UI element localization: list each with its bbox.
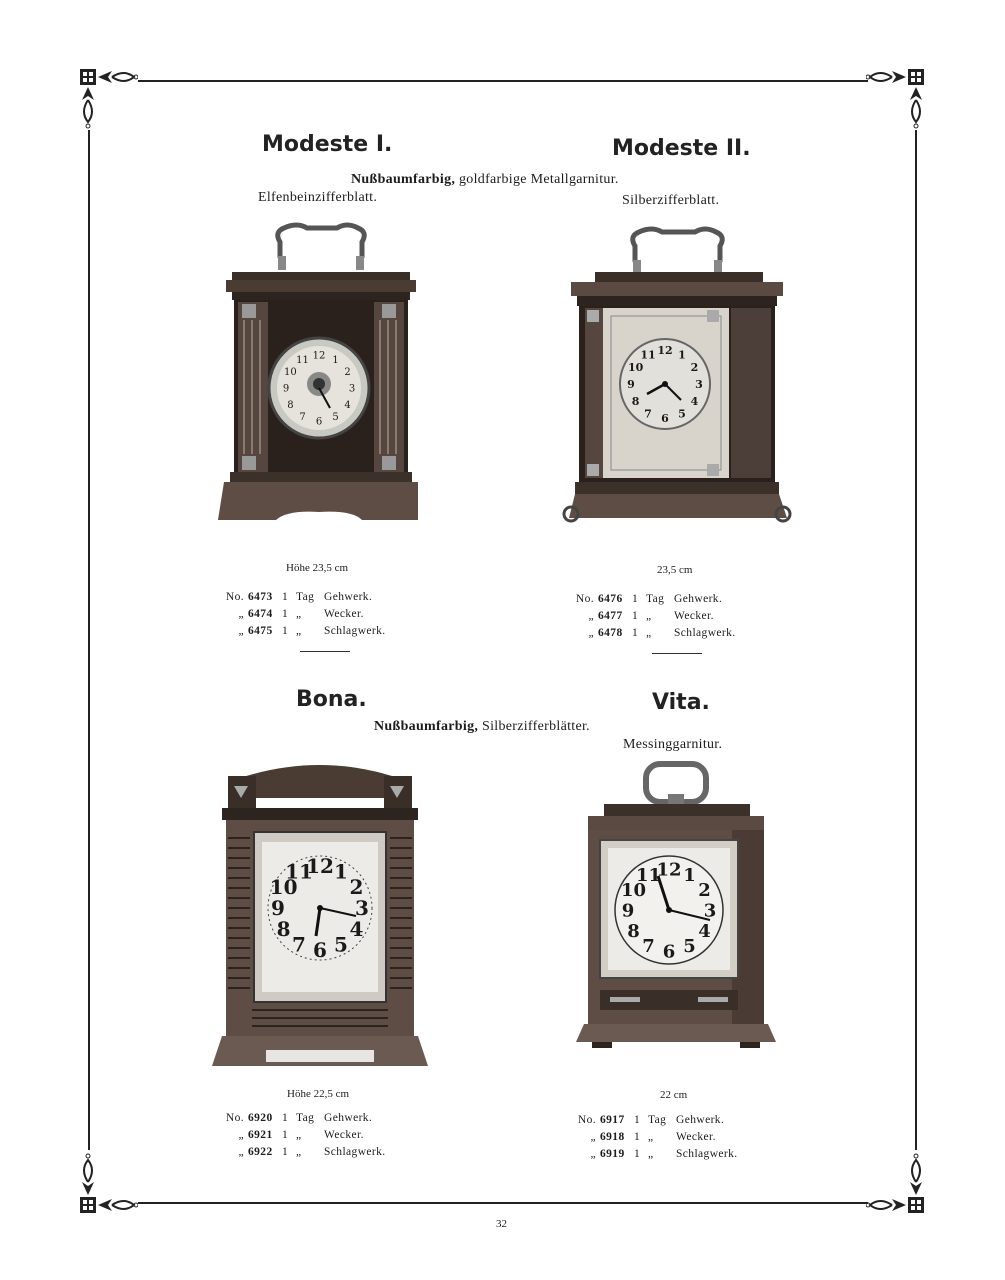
dial-numeral: 3 [355,896,369,920]
dial-numeral: 1 [332,354,339,366]
title-modeste-1: Modeste I. [262,132,393,157]
dial-numeral: 1 [334,859,348,884]
dial-numeral: 7 [642,935,655,957]
order-row: „ 6477 1 „ Wecker. [588,610,714,622]
top-material-bold: Nußbaumfarbig, [351,172,456,187]
dial-numeral: 11 [635,864,662,886]
dial-numeral: 4 [690,394,699,408]
bottom-right-height: 22 cm [660,1089,688,1101]
dial-numeral: 1 [678,348,686,362]
dial-numeral: 3 [695,377,703,391]
order-row: „ 6475 1 „ Schlagwerk. [238,625,386,637]
dial-numeral: 9 [271,896,285,920]
dial-numeral: 6 [661,411,669,425]
top-material-line [351,172,619,188]
corner-ornament-top-right [866,66,926,136]
dial-numeral: 5 [683,935,696,957]
clock-bona-image [208,758,433,1070]
frame-right-line [915,130,917,1150]
dial-numeral: 7 [299,412,306,424]
dial-numeral: 3 [703,900,717,922]
clock-modeste-1-image [212,220,427,525]
title-modeste-2: Modeste II. [612,136,751,161]
dial-numeral: 8 [627,920,640,942]
dial-numeral: 10 [627,360,644,374]
top-left-height: Höhe 23,5 cm [286,562,349,574]
dial-numeral: 5 [334,932,348,957]
dial-numeral: 12 [656,859,682,881]
title-bona: Bona. [296,687,367,712]
dial-numeral: 3 [348,383,356,395]
corner-ornament-top-left [78,66,138,136]
dial-numeral: 9 [621,900,635,922]
corner-ornament-bottom-right [866,1146,926,1216]
bottom-material-rest: Silberzifferblätter. [481,719,590,734]
title-vita: Vita. [652,690,710,715]
dial-numeral: 6 [313,938,327,962]
top-right-height: 23,5 cm [657,564,693,576]
dial-numeral: 10 [620,879,647,901]
dial-numeral: 6 [662,941,676,963]
dial-numeral: 7 [644,407,652,421]
dial-numeral: 11 [285,859,313,884]
dial-numeral: 8 [631,394,640,408]
dial-numeral: 11 [640,348,656,362]
dial-numeral: 10 [269,875,298,899]
bottom-right-fittings: Messinggarnitur. [623,737,723,752]
dial-numeral: 9 [627,377,635,391]
dial-numeral: 8 [287,400,294,411]
top-material-rest: goldfarbige Metallgarnitur. [458,172,619,187]
dial-numeral: 11 [296,354,309,366]
order-list-vita [574,1112,738,1163]
frame-left-line [88,130,90,1150]
order-row: No. 6917 1 Tag Gehwerk. [577,1114,725,1126]
dial-numeral: 5 [332,412,339,424]
order-list-bona [222,1110,386,1161]
dial-numeral: 6 [315,416,323,428]
order-list-modeste-2 [572,591,736,642]
divider-top-left [300,651,350,652]
dial-numeral: 12 [657,343,673,357]
dial-numeral: 7 [292,932,306,957]
clock-vita-image [570,760,780,1050]
page-number: 32 [496,1218,507,1230]
order-row: No. 6920 1 Tag Gehwerk. [225,1112,373,1124]
bottom-left-height: Höhe 22,5 cm [287,1088,350,1100]
dial-numeral: 4 [698,920,711,942]
bottom-material-bold: Nußbaumfarbig, [374,719,479,734]
order-list-modeste-1 [222,589,386,640]
dial-numeral: 1 [683,864,696,886]
order-row: „ 6921 1 „ Wecker. [238,1129,364,1141]
dial-numeral: 10 [284,367,297,378]
dial-numeral: 12 [306,854,334,878]
order-row: No. 6476 1 Tag Gehwerk. [575,593,723,605]
order-row: No. 6473 1 Tag Gehwerk. [225,591,373,603]
order-row: „ 6922 1 „ Schlagwerk. [238,1146,386,1158]
frame-top-line [138,80,868,82]
dial-numeral: 8 [276,917,291,941]
order-row: „ 6474 1 „ Wecker. [238,608,364,620]
clock-modeste-2-image [555,222,800,527]
dial-numeral: 2 [344,367,351,378]
dial-numeral: 4 [349,917,364,941]
dial-numeral: 5 [678,407,686,421]
top-right-dial: Silberzifferblatt. [622,193,720,208]
order-row: „ 6478 1 „ Schlagwerk. [588,627,736,639]
dial-numeral: 9 [282,383,290,395]
divider-top-right [652,653,702,654]
bottom-material-line [374,719,590,735]
dial-numeral: 2 [698,879,711,901]
corner-ornament-bottom-left [78,1146,138,1216]
top-left-dial: Elfenbeinzifferblatt. [258,190,378,205]
dial-numeral: 12 [312,350,326,362]
order-row: „ 6918 1 „ Wecker. [590,1131,716,1143]
order-row: „ 6919 1 „ Schlagwerk. [590,1148,738,1160]
dial-numeral: 2 [349,875,364,899]
dial-numeral: 2 [690,360,699,374]
dial-numeral: 4 [344,400,351,411]
frame-bottom-line [138,1202,868,1204]
